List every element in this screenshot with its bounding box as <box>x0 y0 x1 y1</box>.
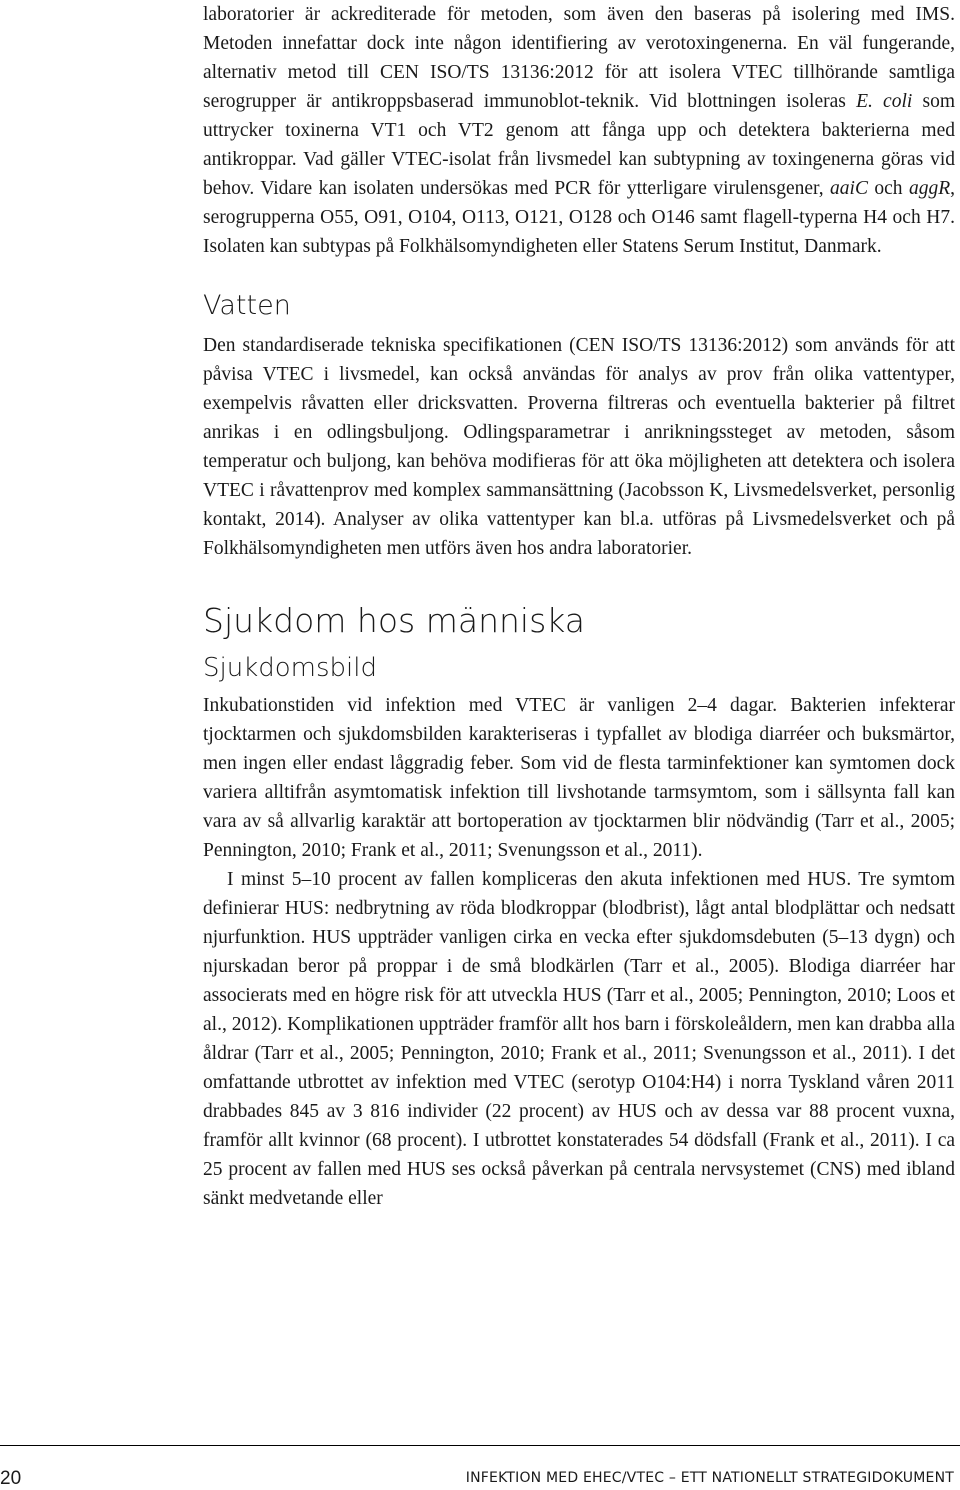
paragraph-hus: I minst 5–10 procent av fallen kompliceras den akuta infektionen med HUS. Tre symtom definierar HUS: nedbrytning av röda blodkroppar (blodbrist), lågt antal blodplättar och nedsatt njurfunktion. HUS uppträder vanligen cirka en vecka efter sjukdomsdebuten (5–13 dygn) och njurskadan beror på proppar i de små blodkärlen (Tarr et al., 2005). Blodiga diarréer har associerats med en högre risk för att utveckla HUS (Tarr et al., 2005; Pennington, 2010; Loos et al., 2012). Komplikationen uppträder framför allt hos barn i förskoleåldern, men kan drabba alla åldrar (Tarr et al., 2005; Pennington, 2010; Frank et al., 2011; Svenungsson et al., 2011). I det omfattande utbrottet av infektion med VTEC (serotyp O104:H4) i norra Tyskland våren 2011 drabbades 845 av 3 816 individer (22 procent) av HUS och av dessa var 88 procent vuxna, framför allt kvinnor (68 procent). I utbrottet konstaterades 54 dödsfall (Frank et al., 2011). I ca 25 procent av fallen med HUS ses också påverkan på centrala nervsystemet (CNS) med ibland sänkt medvetande eller <box>203 869 955 1209</box>
paragraph-vatten: Den standardiserade tekniska specifikationen (CEN ISO/TS 13136:2012) som används för att påvisa VTEC i livsmedel, kan också användas för analys av prov från olika vattentyper, exempelvis råvatten eller dricksvatten. Proverna filtreras och eventuella bakterier på filtret anrikas i en odlingsbuljong. Odlingsparametrar i anrikningssteget av metoden, såsom temperatur och buljong, kan behöva modifieras för att öka möjligheten att detektera och isolera VTEC i råvattenprov med komplex sammansättning (Jacobsson K, Livsmedelsverket, personlig kontakt, 2014). Analyser av olika vattentyper kan bl.a. utföras på Livsmedelsverket och på Folkhälsomyndigheten men utförs även hos andra laboratorier. <box>203 335 955 559</box>
footer-divider <box>0 1445 960 1446</box>
heading-sjukdomsbild: Sjukdomsbild <box>203 653 378 683</box>
paragraph-text: som uttrycker toxinerna VT1 och VT2 genom att fånga upp och detektera bakterierna med antikroppar. Vad gäller VTEC-isolat från livsmedel kan subtypning av toxingenerna göras vid behov. Vidare kan isolaten undersökas med PCR för ytterligare virulensgener, <box>203 91 956 199</box>
running-title: INFEKTION MED EHEC/VTEC – ETT NATIONELLT STRATEGIDOKUMENT <box>465 1470 954 1486</box>
paragraph-sjukdomsbild: Inkubationstiden vid infektion med VTEC är vanligen 2–4 dagar. Bakterien infekterar tjocktarmen och sjukdomsbilden karakteriseras i typfallet av blodiga diarréer och buksmärtor, men ingen eller endast låggradig feber. Som vid de flesta tarminfektioner kan symtomen dock variera alltifrån asymtomatisk infektion till livshotande tarmsymtom, som i sällsynta fall kan vara av så allvarlig karaktär att bortoperation av tjocktarmen blir nödvändig (Tarr et al., 2005; Pennington, 2010; Frank et al., 2011; Svenungsson et al., 2011). <box>203 695 955 861</box>
page-number: 20 <box>0 1468 22 1489</box>
paragraph-isolation-methods <box>203 0 955 261</box>
gene-name: aggR <box>908 178 951 199</box>
paragraph-text: laboratorier är ackrediterade för metoden, som även den baseras på isolering med IMS. Metoden innefattar dock inte någon identifiering av verotoxingenerna. En väl fungerande, alternativ metod till CEN ISO/TS 13136:2012 för att isolera VTEC tillhörande samtliga serogrupper är antikroppsbaserad immunoblot-teknik. Vid blottningen isoleras <box>203 4 955 112</box>
gene-name: aaiC <box>830 178 868 199</box>
document-body <box>203 0 955 1213</box>
paragraph-text: och <box>867 178 909 199</box>
paragraph-text: , serogrupperna O55, O91, O104, O113, O121, O128 och O146 samt flagell-typerna H4 och H7. Isolaten kan subtypas på Folkhälsomyndigheten eller Statens Serum Institut, Danmark. <box>203 178 956 257</box>
heading-vatten: Vatten <box>203 290 291 321</box>
heading-sjukdom-hos-manniska: Sjukdom hos människa <box>203 601 586 640</box>
species-name: E. coli <box>856 91 913 112</box>
